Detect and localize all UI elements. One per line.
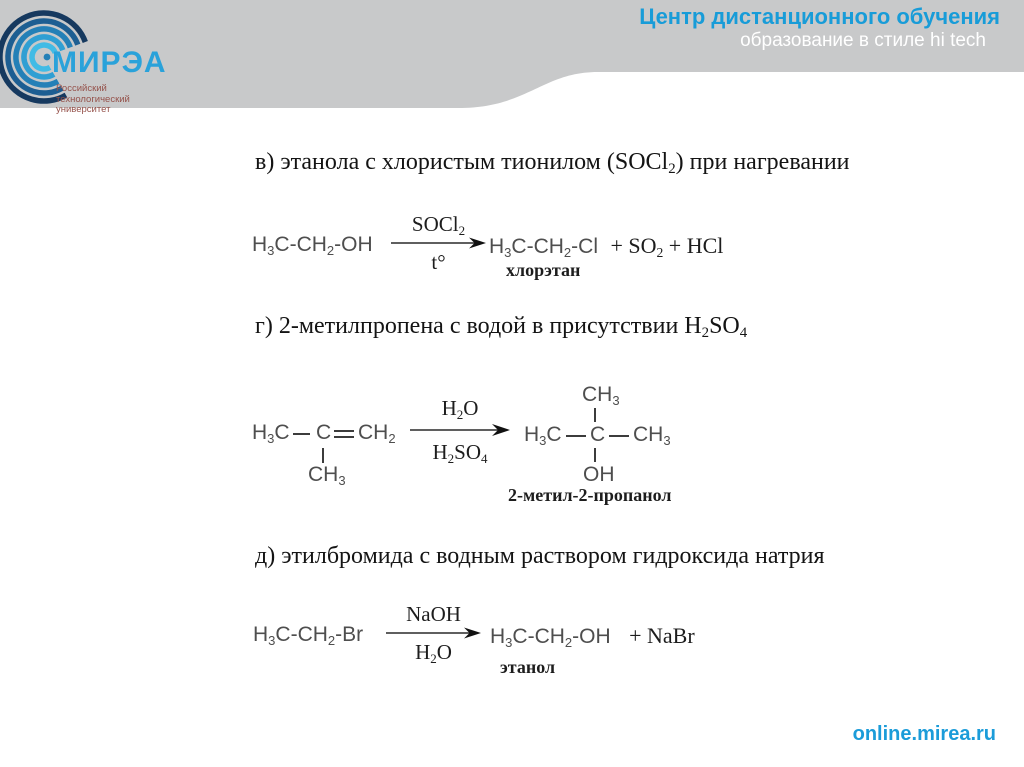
- header-title: Центр дистанционного обучения: [639, 4, 1000, 29]
- footer-site-link[interactable]: online.mirea.ru: [852, 723, 996, 745]
- double-bond: [334, 436, 354, 438]
- reaction-d-conditions: [386, 601, 481, 665]
- reaction-arrow-icon: [386, 627, 481, 639]
- bond: [594, 408, 596, 422]
- atom: C: [316, 421, 332, 444]
- product-name-label: хлорэтан: [506, 260, 581, 280]
- product-name-label: 2-метил-2-пропанол: [508, 485, 672, 505]
- atom: $H_3C$: [252, 421, 290, 446]
- reaction-d-products: [490, 623, 695, 649]
- atom: $CH_2$: [358, 421, 396, 446]
- product-formula: $H_3C-CH_2-Cl$: [489, 235, 598, 260]
- product-name-label: этанол: [500, 657, 556, 677]
- reaction-g-conditions: [410, 395, 510, 465]
- atom: C: [590, 423, 606, 446]
- reagent-above-arrow: NaOH: [406, 602, 461, 626]
- product-formula: $H_3C-CH_2-OH$: [490, 625, 611, 650]
- reaction-arrow-icon: [410, 423, 510, 437]
- reaction-v-heading: в) этанола с хлористым тионилом (SOCl$_2$) при нагревании: [255, 149, 850, 178]
- atom: OH: [583, 463, 615, 486]
- bond: [609, 435, 629, 437]
- atom: $H_3C$: [524, 423, 562, 448]
- reaction-arrow-icon: [391, 237, 486, 249]
- atom: $CH_3$: [308, 463, 346, 488]
- bond: [322, 448, 324, 463]
- reaction-d-heading: д) этилбромида с водным раствором гидроксида натрия: [255, 543, 825, 569]
- bond: [566, 435, 586, 437]
- bond: [293, 433, 310, 435]
- reaction-g-heading: г) 2-метилпропена с водой в присутствии $H_2SO_4$: [255, 313, 748, 342]
- reagent-above-arrow: SOCl$_2$: [411, 212, 466, 238]
- atom: $CH_3$: [633, 423, 671, 448]
- reaction-d-reactant: $H_3C-CH_2-Br$: [253, 623, 364, 648]
- product-structure: [524, 384, 674, 489]
- reagent-above-arrow: $H_2O$: [441, 396, 479, 422]
- logo-org-line: университет: [56, 104, 111, 115]
- byproducts-formula: + NaBr: [629, 623, 695, 648]
- byproducts-formula: + $SO_2$ + HCl: [610, 233, 724, 260]
- reaction-v-products: [489, 233, 723, 259]
- reaction-v-conditions: [391, 211, 486, 275]
- reaction-v-reactant: $H_3C-CH_2-OH$: [252, 233, 373, 258]
- reactant-structure: [252, 414, 402, 489]
- reagent-below-arrow: $H_2SO_4$: [432, 440, 488, 466]
- logo-org-line: Российский: [56, 83, 107, 94]
- bond: [594, 448, 596, 462]
- reagent-below-arrow: $H_2O$: [415, 640, 452, 666]
- logo-wordmark: МИРЭА: [52, 46, 167, 79]
- atom: $CH_3$: [582, 383, 620, 408]
- condition-below-arrow: t°: [431, 250, 446, 274]
- double-bond: [334, 430, 354, 432]
- header-subtitle: образование в стиле hi tech: [740, 30, 986, 51]
- logo-org-name: [56, 84, 130, 116]
- logo-org-line: технологический: [56, 93, 130, 105]
